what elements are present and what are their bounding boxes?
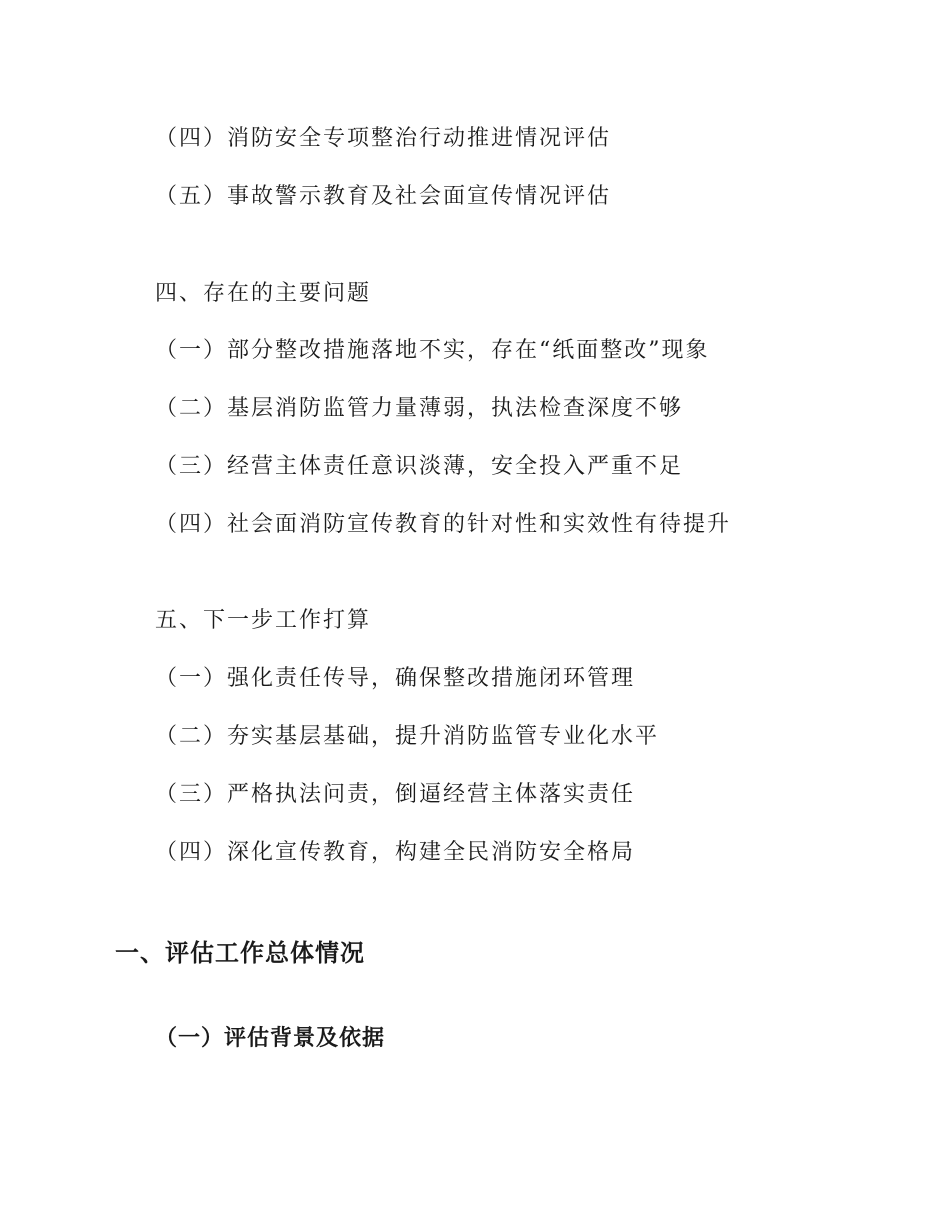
toc-item: （三）经营主体责任意识淡薄，安全投入严重不足 (155, 454, 684, 479)
toc-item: （三）严格执法问责，倒逼经营主体落实责任 (155, 782, 636, 807)
toc-item: （四）社会面消防宣传教育的针对性和实效性有待提升 (155, 512, 732, 537)
heading-level-1: 一、评估工作总体情况 (115, 939, 365, 967)
toc-item: （一）强化责任传导，确保整改措施闭环管理 (155, 666, 636, 691)
toc-item: （二）夯实基层基础，提升消防监管专业化水平 (155, 724, 660, 749)
heading-level-2: （一）评估背景及依据 (155, 1026, 386, 1051)
toc-item: （一）部分整改措施落地不实，存在“纸面整改”现象 (155, 338, 710, 363)
toc-item: （五）事故警示教育及社会面宣传情况评估 (155, 184, 612, 209)
section-title: 五、下一步工作打算 (155, 608, 372, 633)
toc-item: （二）基层消防监管力量薄弱，执法检查深度不够 (155, 396, 684, 421)
toc-item: （四）深化宣传教育，构建全民消防安全格局 (155, 840, 636, 865)
section-title: 四、存在的主要问题 (155, 281, 372, 306)
toc-item: （四）消防安全专项整治行动推进情况评估 (155, 126, 612, 151)
